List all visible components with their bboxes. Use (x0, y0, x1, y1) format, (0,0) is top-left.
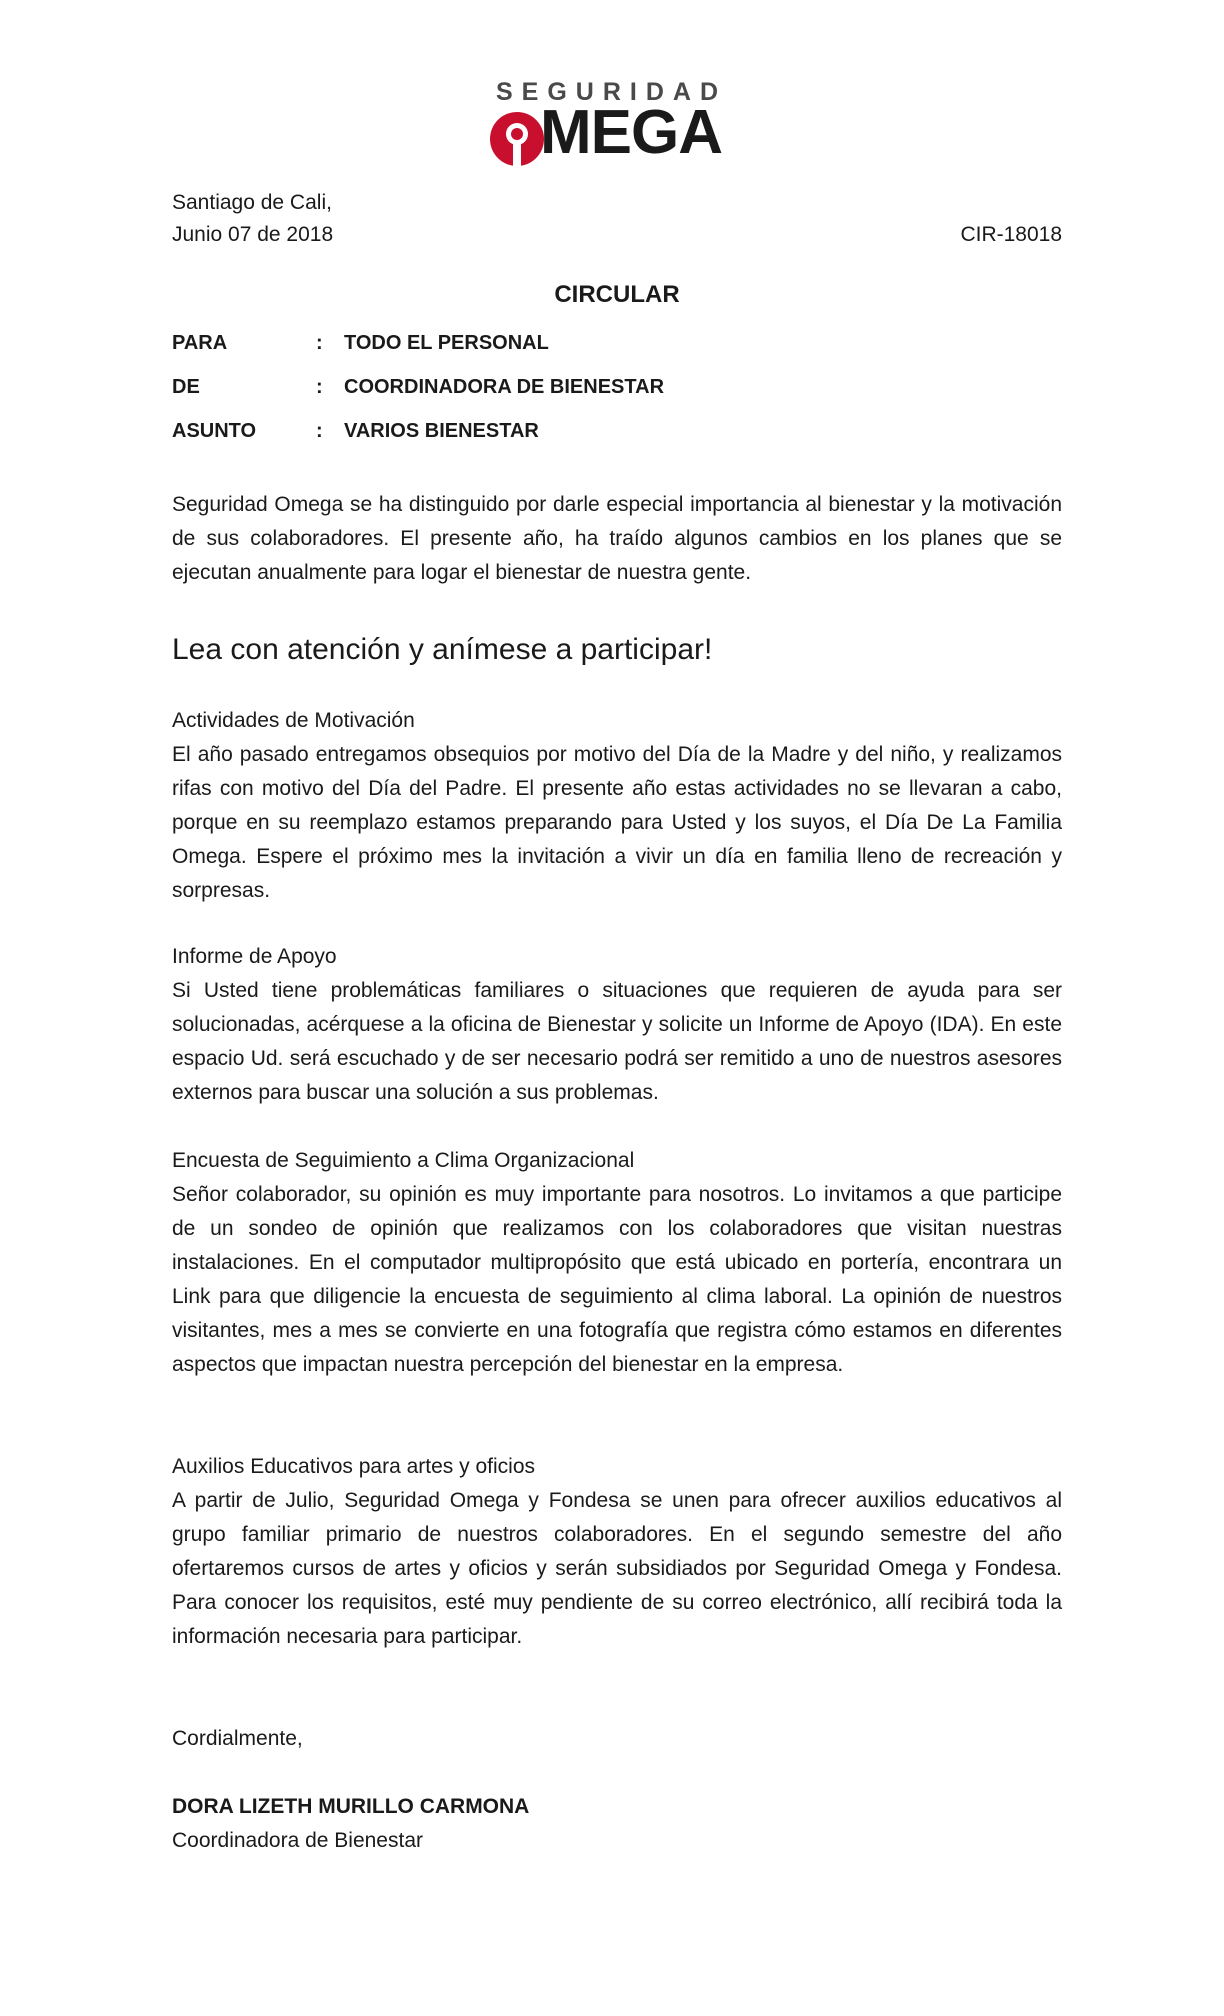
signer-role: Coordinadora de Bienestar (172, 1829, 423, 1852)
meta-value: TODO EL PERSONAL (344, 332, 549, 354)
section-body: El año pasado entregamos obsequios por motivo del Día de la Madre y del niño, y realizamos rifas con motivo del Día del Padre. El presente año estas actividades no se llevaran a cabo, porque en su reemplazo estamos preparando para Usted y los suyos, el Día De La Familia Omega. Espere el próximo mes la invitación a vivir un día en familia lleno de recreación y sorpresas. (172, 743, 1062, 902)
logo-wordmark: MEGA (540, 98, 722, 167)
intro-paragraph: Seguridad Omega se ha distinguido por darle especial importancia al bienestar y la motivación de sus colaboradores. El presente año, ha traído algunos cambios en los planes que se ejecutan anualmente para logar el bienestar de nuestra gente. (172, 493, 1062, 584)
section-education-aid (172, 1450, 1062, 1654)
city-line: Santiago de Cali, (172, 191, 332, 214)
logo-top-text: SEGURIDAD (496, 78, 728, 106)
section-climate-survey (172, 1144, 1062, 1382)
section-body: A partir de Julio, Seguridad Omega y Fondesa se unen para ofrecer auxilios educativos al grupo familiar primario de nuestros colaboradores. En el segundo semestre del año ofertaremos cursos de artes y oficios y serán subsidiados por Seguridad Omega y Fondesa. Para conocer los requisitos, esté muy pendiente de su correo electrónico, allí recibirá toda la información necesaria para participar. (172, 1489, 1062, 1648)
meta-key: PARA (172, 332, 228, 354)
lead-line: Lea con atención y anímese a participar! (172, 633, 713, 666)
signer-name: DORA LIZETH MURILLO CARMONA (172, 1795, 530, 1818)
meta-value: COORDINADORA DE BIENESTAR (344, 376, 665, 398)
meta-sep: : (316, 420, 323, 442)
section-heading: Encuesta de Seguimiento a Clima Organizacional (172, 1149, 635, 1172)
date-line (172, 218, 1062, 252)
meta-sep: : (316, 332, 323, 354)
circular-code: CIR-18018 (960, 223, 1062, 246)
omega-logo-icon (488, 110, 546, 168)
closing: Cordialmente, (172, 1727, 303, 1750)
intro-block (172, 488, 1062, 590)
section-support-report (172, 940, 1062, 1110)
section-heading: Actividades de Motivación (172, 709, 415, 732)
meta-key: ASUNTO (172, 420, 257, 442)
document-title: CIRCULAR (554, 281, 680, 308)
meta-sep: : (316, 376, 323, 398)
meta-value: VARIOS BIENESTAR (344, 420, 539, 442)
company-logo (488, 78, 748, 170)
section-body: Si Usted tiene problemáticas familiares o situaciones que requieren de ayuda para ser solucionadas, acérquese a la oficina de Bienestar y solicite un Informe de Apoyo (IDA). En este espacio Ud. será escuchado y de ser necesario podrá ser remitido a uno de nuestros asesores externos para buscar una solución a sus problemas. (172, 979, 1062, 1104)
meta-key: DE (172, 376, 200, 398)
section-body: Señor colaborador, su opinión es muy importante para nosotros. Lo invitamos a que participe de un sondeo de opinión que realizamos con los colaboradores que visitan nuestras instalaciones. En el computador multipropósito que está ubicado en portería, encontrara un Link para que diligencie la encuesta de seguimiento al clima laboral. La opinión de nuestros visitantes, mes a mes se convierte en una fotografía que registra cómo estamos en diferentes aspectos que impactan nuestra percepción del bienestar en la empresa. (172, 1183, 1062, 1376)
section-heading: Auxilios Educativos para artes y oficios (172, 1455, 535, 1478)
section-heading: Informe de Apoyo (172, 945, 337, 968)
section-motivation (172, 704, 1062, 908)
document-date: Junio 07 de 2018 (172, 223, 334, 246)
